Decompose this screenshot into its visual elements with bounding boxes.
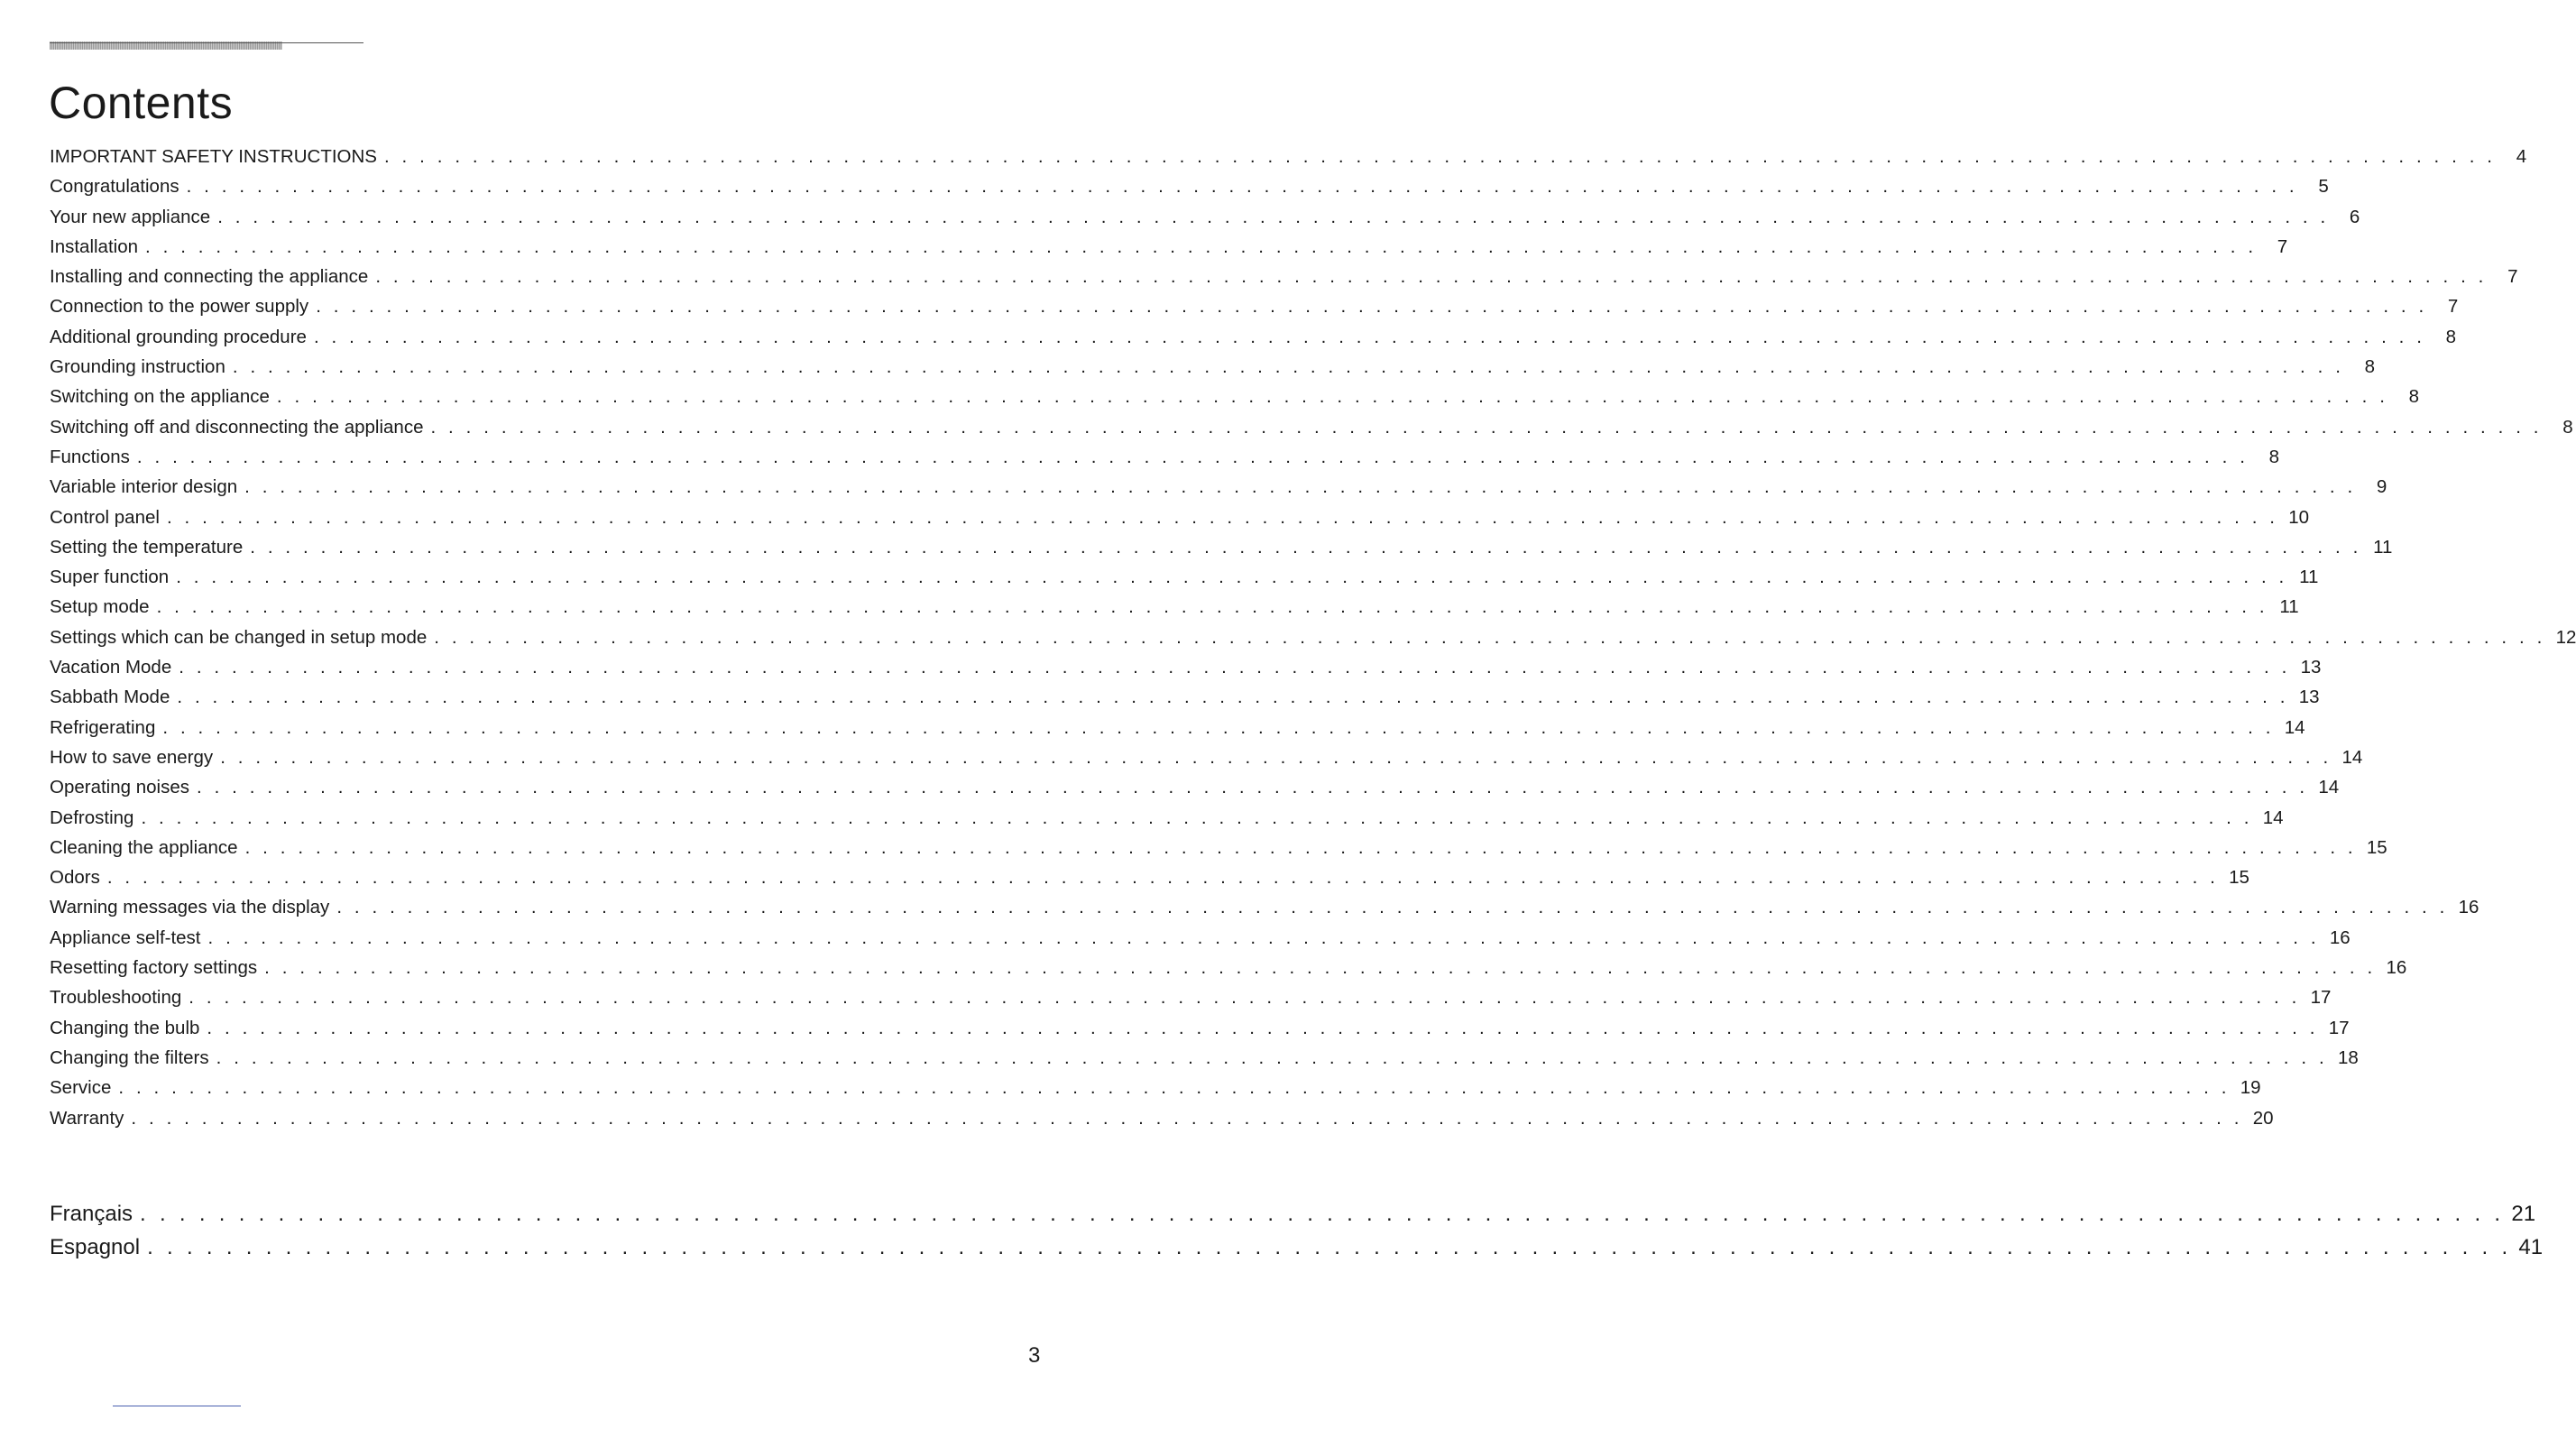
toc-entry-page: 9 — [2376, 476, 2387, 498]
toc-entry-page: 16 — [2329, 927, 2351, 948]
toc-entry-page: 8 — [2364, 356, 2376, 378]
dot-leader: . . . . . . . . . . . . . . . . . . . . . . . . . . . . . . . . . . . . . . . . . . . . . . . . . . . . . . . . . . . . . . . . . . . . . . . . . . . . . . . . . . . . . . . . . . . . . . . . . . . . . . . . . . . . . . . . . . . . . . . . — [383, 146, 2497, 167]
toc-entry-label: Super function — [50, 567, 170, 588]
toc-entry-label: Setting the temperature — [50, 536, 244, 558]
dot-leader: . . . . . . . . . . . . . . . . . . . . . . . . . . . . . . . . . . . . . . . . . . . . . . . . . . . . . . . . . . . . . . . . . . . . . . . . . . . . . . . . . . . . . . . . . . . . . . . . . . . . . . . . . . . . . . . . . . . . . . . . — [196, 777, 2309, 798]
toc-entry-label: Appliance self-test — [50, 927, 201, 948]
dot-leader: . . . . . . . . . . . . . . . . . . . . . . . . . . . . . . . . . . . . . . . . . . . . . . . . . . . . . . . . . . . . . . . . . . . . . . . . . . . . . . . . . . . . . . . . . . . . . . . . . . . . . . . . . . . . . . . . . . . . . . . . — [166, 506, 2279, 528]
dot-leader: . . . . . . . . . . . . . . . . . . . . . . . . . . . . . . . . . . . . . . . . . . . . . . . . . . . . . . . . . . . . . . . . . . . . . . . . . . . . . . . . . . . . . . . . . . . . . . . . . . . . . . . . . . . . . . . . . . . . . . . . — [316, 296, 2428, 318]
toc-entry-page: 8 — [2562, 416, 2573, 438]
toc-entry[interactable] — [50, 142, 2527, 171]
toc-entry[interactable] — [50, 803, 2284, 833]
dot-leader: . . . . . . . . . . . . . . . . . . . . . . . . . . . . . . . . . . . . . . . . . . . . . . . . . . . . . . . . . . . . . . . . . . . . . . . . . . . . . . . . . . . . . . . . . . . . . . . . . . . . . . . . . . . . . . . . . . . . . . . . — [156, 596, 2268, 618]
toc-entry-label: Français — [50, 1202, 133, 1226]
dot-leader: . . . . . . . . . . . . . . . . . . . . . . . . . . . . . . . . . . . . . . . . . . . . . . . . . . . . . . . . . . . . . . . . . . . . . . . . . . . . . . . . . . . . . . . . . . . . . . . . . . . . . . . . . . . . . . . . . . . . . . . . — [244, 476, 2357, 498]
toc-entry-page: 14 — [2284, 716, 2305, 738]
toc-entry-label: Defrosting — [50, 807, 134, 828]
dot-leader: . . . . . . . . . . . . . . . . . . . . . . . . . . . . . . . . . . . . . . . . . . . . . . . . . . . . . . . . . . . . . . . . . . . . . . . . . . . . . . . . . . . . . . . . . . . . . . . . . . . . . . . . . . . . . . . . . . . . . . . . — [216, 1046, 2328, 1068]
toc-entry-label: Functions — [50, 446, 130, 467]
toc-entry-label: Control panel — [50, 506, 160, 528]
dot-leader: . . . . . . . . . . . . . . . . . . . . . . . . . . . . . . . . . . . . . . . . . . . . . . . . . . . . . . . . . . . . . . . . . . . . . . . . . . . . . . . . . . . . . . . . . . . . . . . . . . . . . . . . . . . . . . . . . . . . . . . . — [179, 657, 2291, 678]
toc-entry-label: Your new appliance — [50, 206, 211, 227]
toc-entry[interactable] — [50, 622, 2576, 652]
toc-entry[interactable] — [50, 982, 2332, 1012]
toc-entry-label: Additional grounding procedure — [50, 326, 307, 347]
toc-entry[interactable] — [50, 713, 2305, 742]
toc-entry[interactable] — [50, 171, 2329, 201]
toc-entry[interactable] — [50, 592, 2299, 622]
toc-entry-label: Grounding instruction — [50, 356, 225, 378]
toc-entry-page: 4 — [2516, 146, 2527, 167]
toc-entry-label: Service — [50, 1077, 112, 1099]
toc-entry-page: 14 — [2262, 807, 2284, 828]
toc-entry[interactable] — [50, 532, 2393, 562]
toc-entry-label: Resetting factory settings — [50, 957, 258, 979]
toc-entry[interactable] — [50, 262, 2518, 291]
dot-leader: . . . . . . . . . . . . . . . . . . . . . . . . . . . . . . . . . . . . . . . . . . . . . . . . . . . . . . . . . . . . . . . . . . . . . . . . . . . . . . . . . . . . . . . . . . . . . . . . . . . . . . . . . . . . . . . . . . . . . . . . — [430, 416, 2543, 438]
dot-leader: . . . . . . . . . . . . . . . . . . . . . . . . . . . . . . . . . . . . . . . . . . . . . . . . . . . . . . . . . . . . . . . . . . . . . . . . . . . . . . . . . . . . . . . . . . . . . . . . . . . . . . . . . . . . . . . . . . . . . . . . — [313, 326, 2426, 347]
dot-leader: . . . . . . . . . . . . . . . . . . . . . . . . . . . . . . . . . . . . . . . . . . . . . . . . . . . . . . . . . . . . . . . . . . . . . . . . . . . . . . . . . . . . . . . . . . . . . . . . . . . . . . . . . . . . . . . . . . . . . . . . — [375, 266, 2488, 288]
toc-entry-page: 12 — [2555, 626, 2576, 648]
toc-entry-page: 17 — [2310, 987, 2332, 1009]
toc-entry[interactable] — [50, 472, 2387, 502]
toc-entry-label: Operating noises — [50, 777, 189, 798]
toc-entry-label: Installation — [50, 235, 139, 257]
toc-entry[interactable] — [50, 953, 2407, 982]
dot-leader: . . . . . . . . . . . . . . . . . . . . . . . . . . . . . . . . . . . . . . . . . . . . . . . . . . . . . . . . . . . . . . . . . . . . . . . . . . . . . . . . . . . . . . . . . . . . . . . . . . . . . . . . . . . . . . . . . . . . . . . . — [250, 536, 2362, 558]
dot-leader: . . . . . . . . . . . . . . . . . . . . . . . . . . . . . . . . . . . . . . . . . . . . . . . . . . . . . . . . . . . . . . . . . . . . . . . . . . . . . . . . . . . . . . . . . . . . . . . . . . . . . . . . . . . . . . . . . . . . . . . . — [131, 1107, 2243, 1129]
toc-entry-label: Switching on the appliance — [50, 386, 270, 408]
toc-entry[interactable] — [50, 772, 2340, 802]
language-entry[interactable] — [50, 1231, 2544, 1264]
toc-entry[interactable] — [50, 1043, 2359, 1073]
toc-entry-label: Variable interior design — [50, 476, 238, 498]
dot-leader: . . . . . . . . . . . . . . . . . . . . . . . . . . . . . . . . . . . . . . . . . . . . . . . . . . . . . . . . . . . . . . . . . . . . . . . . . . . . . . . . . . . . . . . . . . . . . . . . . . . . . . . . . . . . . . . . . . . . . . . . — [162, 716, 2275, 738]
dot-leader: . . . . . . . . . . . . . . . . . . . . . . . . . . . . . . . . . . . . . . . . . . . . . . . . . . . . . . . . . . . . . . . . . . . . . . . . . . . . . . . . . . . . . . . . . . . . . . . . . . . . . . . . . . . . . . . . . . . . . . . . — [176, 567, 2288, 588]
toc-entry-page: 8 — [2445, 326, 2457, 347]
dot-leader: . . . . . . . . . . . . . . . . . . . . . . . . . . . . . . . . . . . . . . . . . . . . . . . . . . . . . . . . . . . . . . . . . . . . . . . . . . . . . . . . . . . . . . . . . . . . . . . . . . . . . . . . . . . . . . . . . . . . . . . . — [232, 356, 2345, 378]
toc-entry-label: Setup mode — [50, 596, 150, 618]
dot-leader: . . . . . . . . . . . . . . . . . . . . . . . . . . . . . . . . . . . . . . . . . . . . . . . . . . . . . . . . . . . . . . . . . . . . . . . . . . . . . . . . . . . . . . . . . . . . . . . . . . . . . . . . . . . . . . . . . . . . . . . . — [434, 626, 2546, 648]
toc-entry[interactable] — [50, 412, 2573, 442]
toc-entry-page: 6 — [2349, 206, 2360, 227]
page-title: Contents — [49, 78, 234, 128]
toc-entry-page: 13 — [2300, 657, 2322, 678]
toc-entry[interactable] — [50, 322, 2457, 352]
toc-entry-page: 20 — [2252, 1107, 2274, 1129]
toc-entry-page: 11 — [2373, 536, 2393, 558]
toc-entry-page: 15 — [2366, 836, 2387, 858]
toc-entry-page: 7 — [2507, 266, 2518, 288]
toc-entry-label: IMPORTANT SAFETY INSTRUCTIONS — [50, 146, 377, 167]
toc-entry-label: Changing the filters — [50, 1046, 209, 1068]
toc-entry-label: Congratulations — [50, 176, 179, 198]
toc-entry-label: Odors — [50, 867, 100, 889]
toc-entry-page: 14 — [2318, 777, 2340, 798]
toc-entry-label: Refrigerating — [50, 716, 156, 738]
toc-entry-page: 7 — [2277, 235, 2288, 257]
dot-leader: . . . . . . . . . . . . . . . . . . . . . . . . . . . . . . . . . . . . . . . . . . . . . . . . . . . . . . . . . . . . . . . . . . . . . . . . . . . . . . . . . . . . . . . . . . . . . . . . . . . . . . . . . . . . . . . . . . . . . . . . — [106, 867, 2219, 889]
toc-entry-label: Troubleshooting — [50, 987, 182, 1009]
toc-entry[interactable] — [50, 1013, 2350, 1043]
dot-leader: . . . . . . . . . . . . . . . . . . . . . . . . . . . . . . . . . . . . . . . . . . . . . . . . . . . . . . . . . . . . . . . . . . . . . . . . . . . . . . . . . . . . . . . . . . . . . . . . . . . . . . . . . . . . . . . . . . . . . . . . — [220, 746, 2332, 768]
toc-entry-page: 7 — [2447, 296, 2459, 318]
dot-leader: . . . . . . . . . . . . . . . . . . . . . . . . . . . . . . . . . . . . . . . . . . . . . . . . . . . . . . . . . . . . . . . . . . . . . . . . . . . . . . . . . . . . . . . . . . . . . . . . . . . . . . . . . . . . . . . . . . . . . . . . — [217, 206, 2330, 227]
dot-leader: . . . . . . . . . . . . . . . . . . . . . . . . . . . . . . . . . . . . . . . . . . . . . . . . . . . . . . . . . . . . . . . . . . . . . . . . . . . . . . . . . . . . . . . . . . . . . . . . . . . . . . . . . . . . . . . . . . . . . . . . — [189, 987, 2301, 1009]
toc-entry[interactable] — [50, 862, 2249, 892]
dot-leader: . . . . . . . . . . . . . . . . . . . . . . . . . . . . . . . . . . . . . . . . . . . . . . . . . . . . . . . . . . . . . . . . . . . . . . . . . . . . . . . . . . . . . . . . . . . . . . . . . . . . . . . . . . . . . . . . . . . . . . . . — [177, 687, 2289, 708]
toc-entry[interactable] — [50, 1073, 2261, 1102]
dot-leader: . . . . . . . . . . . . . . . . . . . . . . . . . . . . . . . . . . . . . . . . . . . . . . . . . . . . . . . . . . . . . . . . . . . . . . . . . . . . . . . . . . . . . . . . . . . . . . . . . . . . . . . . . . . . . . . . . . . . . . . . — [276, 386, 2389, 408]
toc-entry-page: 14 — [2341, 746, 2363, 768]
toc-entry-label: Changing the bulb — [50, 1017, 200, 1038]
toc-entry[interactable] — [50, 833, 2387, 862]
toc-entry-label: How to save energy — [50, 746, 214, 768]
toc-entry[interactable] — [50, 892, 2479, 922]
toc-entry-label: Espagnol — [50, 1235, 141, 1259]
toc-entry[interactable] — [50, 502, 2310, 532]
toc-entry-page: 19 — [2240, 1077, 2261, 1099]
toc-entry[interactable] — [50, 202, 2360, 232]
toc-entry[interactable] — [50, 232, 2288, 262]
toc-entry-label: Switching off and disconnecting the appliance — [50, 416, 424, 438]
toc-entry[interactable] — [50, 1103, 2274, 1133]
dot-leader: . . . . . . . . . . . . . . . . . . . . . . . . . . . . . . . . . . . . . . . . . . . . . . . . . . . . . . . . . . . . . . . . . . . . . . . . . . . . . . . . . . . . . . . . . . . . . . . . . . . . . . . . . . . . . . . . . . . . . . . . — [118, 1077, 2231, 1099]
toc-entry-page: 8 — [2408, 386, 2420, 408]
toc-entry-page: 5 — [2318, 176, 2329, 198]
toc-entry-page: 11 — [2299, 567, 2319, 588]
toc-entry-label: Installing and connecting the appliance — [50, 266, 369, 288]
toc-entry-page: 17 — [2328, 1017, 2350, 1038]
toc-entry-label: Vacation Mode — [50, 657, 172, 678]
page-number: 3 — [1028, 1343, 1041, 1368]
dot-leader: . . . . . . . . . . . . . . . . . . . . . . . . . . . . . . . . . . . . . . . . . . . . . . . . . . . . . . . . . . . . . . . . . . . . . . . . . . . . . . . . . . . . . . . . . . . . . . . . . . . . . . . . . . . . . . . . . . . . . . . . — [207, 927, 2320, 948]
toc-entry[interactable] — [50, 742, 2363, 772]
dot-leader: . . . . . . . . . . . . . . . . . . . . . . . . . . . . . . . . . . . . . . . . . . . . . . . . . . . . . . . . . . . . . . . . . . . . . . . . . . . . . . . . . . . . . . . . . . . . . . . . . . . . . . . . . . . . . . . . . . . . . . . . — [136, 446, 2249, 467]
toc-entry-page: 16 — [2386, 957, 2407, 979]
dot-leader: . . . . . . . . . . . . . . . . . . . . . . . . . . . . . . . . . . . . . . . . . . . . . . . . . . . . . . . . . . . . . . . . . . . . . . . . . . . . . . . . . . . . . . . . . . . . . . . . . . . . . . . . . . . . . . . . . . . . . . . . — [207, 1017, 2319, 1038]
toc-entry-page: 13 — [2298, 687, 2320, 708]
toc-entry-page: 11 — [2279, 596, 2299, 618]
dot-leader: . . . . . . . . . . . . . . . . . . . . . . . . . . . . . . . . . . . . . . . . . . . . . . . . . . . . . . . . . . . . . . . . . . . . . . . . . . . . . . . . . . . . . . . . . . . . . . . . . . . . . . . . . . . . . . . . . . . . . . . . — [244, 836, 2357, 858]
toc-entry-label: Connection to the power supply — [50, 296, 309, 318]
dot-leader: . . . . . . . . . . . . . . . . . . . . . . . . . . . . . . . . . . . . . . . . . . . . . . . . . . . . . . . . . . . . . . . . . . . . . . . . . . . . . . . . . . . . . . . . . . . . . . . . . . . . . . . . . . . . . . . . . . . . . . . . — [140, 1202, 2505, 1226]
header-rule — [50, 42, 363, 43]
toc-entry[interactable] — [50, 442, 2280, 472]
toc-entry[interactable] — [50, 562, 2319, 592]
toc-entry-label: Settings which can be changed in setup mode — [50, 626, 428, 648]
toc-entry-label: Cleaning the appliance — [50, 836, 238, 858]
toc-entry-page: 10 — [2288, 506, 2310, 528]
language-entry[interactable] — [50, 1197, 2536, 1231]
table-of-contents — [50, 142, 2576, 1133]
toc-entry[interactable] — [50, 923, 2351, 953]
toc-entry[interactable] — [50, 291, 2459, 321]
toc-entry-page: 21 — [2511, 1202, 2536, 1226]
dot-leader: . . . . . . . . . . . . . . . . . . . . . . . . . . . . . . . . . . . . . . . . . . . . . . . . . . . . . . . . . . . . . . . . . . . . . . . . . . . . . . . . . . . . . . . . . . . . . . . . . . . . . . . . . . . . . . . . . . . . . . . . — [336, 897, 2449, 918]
toc-entry-page: 8 — [2268, 446, 2280, 467]
toc-entry[interactable] — [50, 382, 2420, 411]
dot-leader: . . . . . . . . . . . . . . . . . . . . . . . . . . . . . . . . . . . . . . . . . . . . . . . . . . . . . . . . . . . . . . . . . . . . . . . . . . . . . . . . . . . . . . . . . . . . . . . . . . . . . . . . . . . . . . . . . . . . . . . . — [141, 807, 2253, 828]
toc-entry-label: Warning messages via the display — [50, 897, 330, 918]
toc-entry-page: 18 — [2337, 1046, 2359, 1068]
dot-leader: . . . . . . . . . . . . . . . . . . . . . . . . . . . . . . . . . . . . . . . . . . . . . . . . . . . . . . . . . . . . . . . . . . . . . . . . . . . . . . . . . . . . . . . . . . . . . . . . . . . . . . . . . . . . . . . . . . . . . . . . — [147, 1235, 2512, 1259]
dot-leader: . . . . . . . . . . . . . . . . . . . . . . . . . . . . . . . . . . . . . . . . . . . . . . . . . . . . . . . . . . . . . . . . . . . . . . . . . . . . . . . . . . . . . . . . . . . . . . . . . . . . . . . . . . . . . . . . . . . . . . . . — [264, 957, 2377, 979]
toc-entry[interactable] — [50, 682, 2320, 712]
toc-entry[interactable] — [50, 352, 2376, 382]
toc-entry-page: 16 — [2458, 897, 2479, 918]
toc-entry-page: 15 — [2229, 867, 2249, 889]
language-index — [50, 1197, 2544, 1264]
dot-leader: . . . . . . . . . . . . . . . . . . . . . . . . . . . . . . . . . . . . . . . . . . . . . . . . . . . . . . . . . . . . . . . . . . . . . . . . . . . . . . . . . . . . . . . . . . . . . . . . . . . . . . . . . . . . . . . . . . . . . . . . — [145, 235, 2258, 257]
toc-entry-label: Warranty — [50, 1107, 124, 1129]
dot-leader: . . . . . . . . . . . . . . . . . . . . . . . . . . . . . . . . . . . . . . . . . . . . . . . . . . . . . . . . . . . . . . . . . . . . . . . . . . . . . . . . . . . . . . . . . . . . . . . . . . . . . . . . . . . . . . . . . . . . . . . . — [186, 176, 2298, 198]
toc-entry[interactable] — [50, 652, 2322, 682]
toc-entry-label: Sabbath Mode — [50, 687, 170, 708]
toc-entry-page: 41 — [2518, 1235, 2544, 1259]
